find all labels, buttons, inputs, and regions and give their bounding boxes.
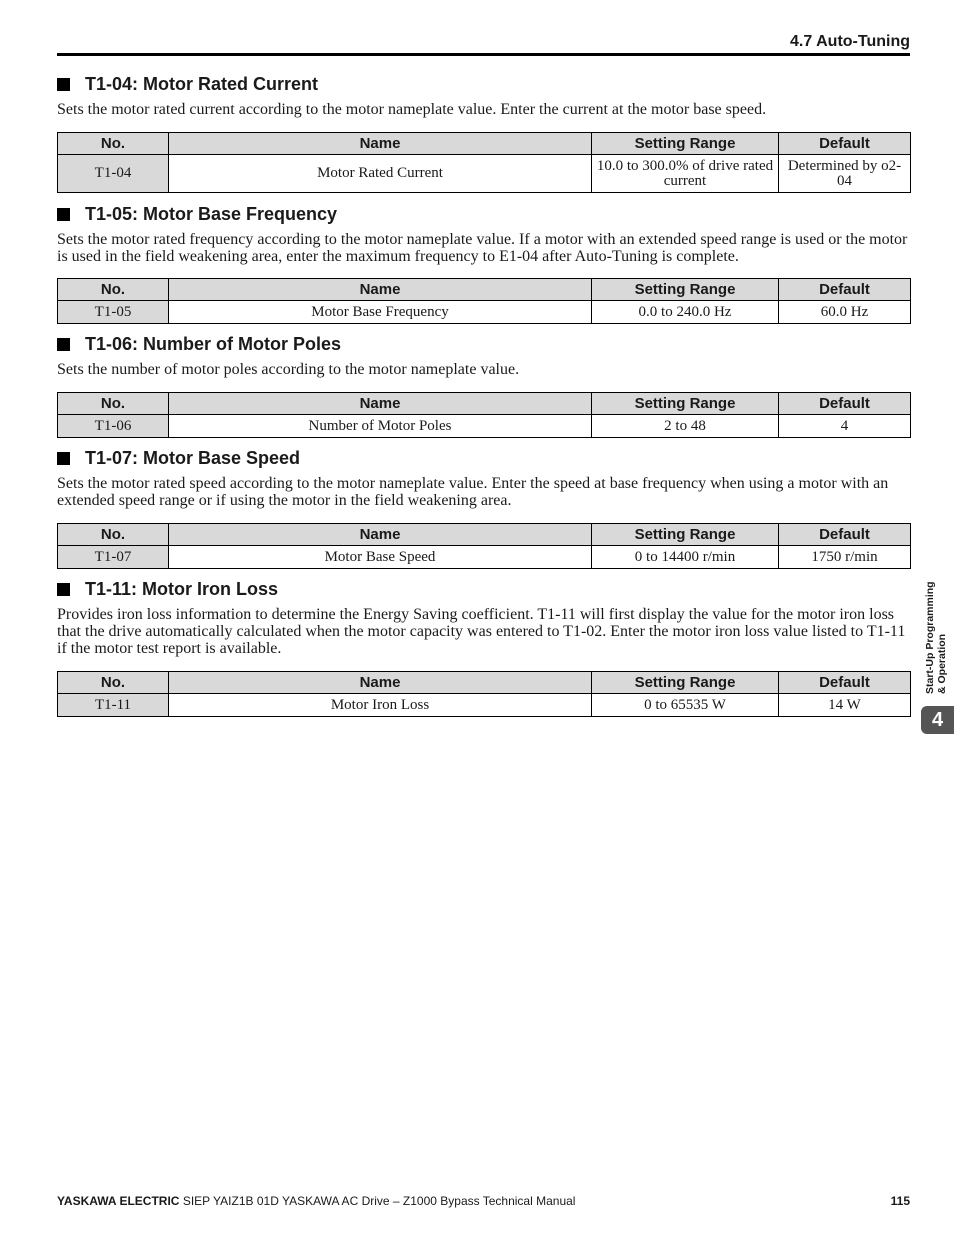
cell-setting-range: 0 to 14400 r/min — [592, 546, 779, 569]
section-title: T1-11: Motor Iron Loss — [85, 578, 279, 599]
cell-setting-range: 0 to 65535 W — [592, 694, 779, 717]
cell-default: 1750 r/min — [779, 546, 911, 569]
table-row — [58, 301, 911, 324]
square-bullet-icon — [57, 583, 70, 596]
section-description: Sets the number of motor poles according to the motor nameplate value. — [57, 361, 520, 378]
running-header: 4.7 Auto-Tuning — [790, 33, 910, 50]
table-row — [58, 694, 911, 717]
section-heading — [57, 578, 910, 600]
square-bullet-icon — [57, 338, 70, 351]
footer-doc-title: SIEP YAIZ1B 01D YASKAWA AC Drive – Z1000 Bypass Technical Manual — [182, 1194, 576, 1208]
column-header-name: Name — [169, 279, 592, 301]
cell-name: Motor Base Frequency — [169, 301, 592, 324]
cell-name: Motor Base Speed — [169, 546, 592, 569]
parameter-table-t1-05 — [57, 278, 911, 324]
table-row — [58, 546, 911, 569]
square-bullet-icon — [57, 208, 70, 221]
column-header-setting-range: Setting Range — [592, 524, 779, 546]
column-header-default: Default — [779, 524, 911, 546]
footer-brand: YASKAWA ELECTRIC — [57, 1194, 180, 1208]
column-header-name: Name — [169, 133, 592, 155]
cell-name: Motor Rated Current — [169, 155, 592, 193]
square-bullet-icon — [57, 78, 70, 91]
column-header-name: Name — [169, 672, 592, 694]
section-title: T1-06: Number of Motor Poles — [85, 333, 342, 354]
cell-default: 4 — [779, 415, 911, 438]
column-header-default: Default — [779, 393, 911, 415]
cell-setting-range: 2 to 48 — [592, 415, 779, 438]
column-header-setting-range: Setting Range — [592, 279, 779, 301]
parameter-table-t1-06 — [57, 392, 911, 438]
cell-no: T1-05 — [58, 301, 169, 324]
section-t1-07 — [57, 447, 910, 509]
section-title: T1-05: Motor Base Frequency — [85, 203, 338, 224]
table-row — [58, 155, 911, 193]
section-heading — [57, 447, 910, 469]
column-header-name: Name — [169, 524, 592, 546]
cell-no: T1-11 — [58, 694, 169, 717]
page-footer — [57, 1194, 910, 1208]
cell-name: Motor Iron Loss — [169, 694, 592, 717]
header-rule — [57, 53, 910, 56]
parameter-table-t1-11 — [57, 671, 911, 717]
table-row — [58, 415, 911, 438]
chapter-tab-label — [921, 568, 951, 694]
cell-no: T1-07 — [58, 546, 169, 569]
section-description: Sets the motor rated frequency according to the motor nameplate value. If a motor with an extended speed range is used or the motor is used in the field weakening area, enter the maximum frequency to E1-04 after Auto-Tuning is complete. — [57, 231, 908, 265]
cell-default: Determined by o2-04 — [779, 155, 911, 193]
chapter-tab-line-1: Start-Up Programming — [924, 581, 936, 694]
footer-document — [57, 1194, 575, 1208]
section-title: T1-04: Motor Rated Current — [85, 73, 319, 94]
cell-no: T1-06 — [58, 415, 169, 438]
page-number: 115 — [890, 1194, 910, 1208]
cell-name: Number of Motor Poles — [169, 415, 592, 438]
cell-no: T1-04 — [58, 155, 169, 193]
section-description: Provides iron loss information to determine the Energy Saving coefficient. T1-11 will first display the value for the motor iron loss that the drive automatically calculated when the motor capacity was entered to T1-02. Enter the motor iron loss value listed to T1-11 if the motor test report is available. — [57, 606, 906, 657]
section-heading — [57, 203, 910, 225]
cell-setting-range: 0.0 to 240.0 Hz — [592, 301, 779, 324]
section-heading — [57, 333, 910, 355]
chapter-tab-line-2: & Operation — [936, 633, 948, 694]
column-header-name: Name — [169, 393, 592, 415]
column-header-default: Default — [779, 672, 911, 694]
column-header-no: No. — [58, 672, 169, 694]
column-header-setting-range: Setting Range — [592, 393, 779, 415]
section-t1-11 — [57, 578, 910, 657]
column-header-default: Default — [779, 279, 911, 301]
section-description: Sets the motor rated current according to the motor nameplate value. Enter the current at the motor base speed. — [57, 101, 767, 118]
chapter-tab-number: 4 — [921, 706, 954, 734]
column-header-no: No. — [58, 133, 169, 155]
parameter-table-t1-04 — [57, 132, 911, 193]
section-title: T1-07: Motor Base Speed — [85, 447, 301, 468]
cell-default: 60.0 Hz — [779, 301, 911, 324]
column-header-no: No. — [58, 393, 169, 415]
column-header-setting-range: Setting Range — [592, 672, 779, 694]
section-heading — [57, 73, 910, 95]
section-t1-04 — [57, 73, 910, 118]
cell-default: 14 W — [779, 694, 911, 717]
square-bullet-icon — [57, 452, 70, 465]
section-description: Sets the motor rated speed according to the motor nameplate value. Enter the speed at base frequency when using a motor with an extended speed range or if using the motor in the field weakening area. — [57, 475, 889, 509]
cell-setting-range: 10.0 to 300.0% of drive rated current — [592, 155, 779, 193]
column-header-setting-range: Setting Range — [592, 133, 779, 155]
section-t1-05 — [57, 203, 910, 265]
section-t1-06 — [57, 333, 910, 378]
parameter-table-t1-07 — [57, 523, 911, 569]
column-header-no: No. — [58, 279, 169, 301]
column-header-no: No. — [58, 524, 169, 546]
column-header-default: Default — [779, 133, 911, 155]
